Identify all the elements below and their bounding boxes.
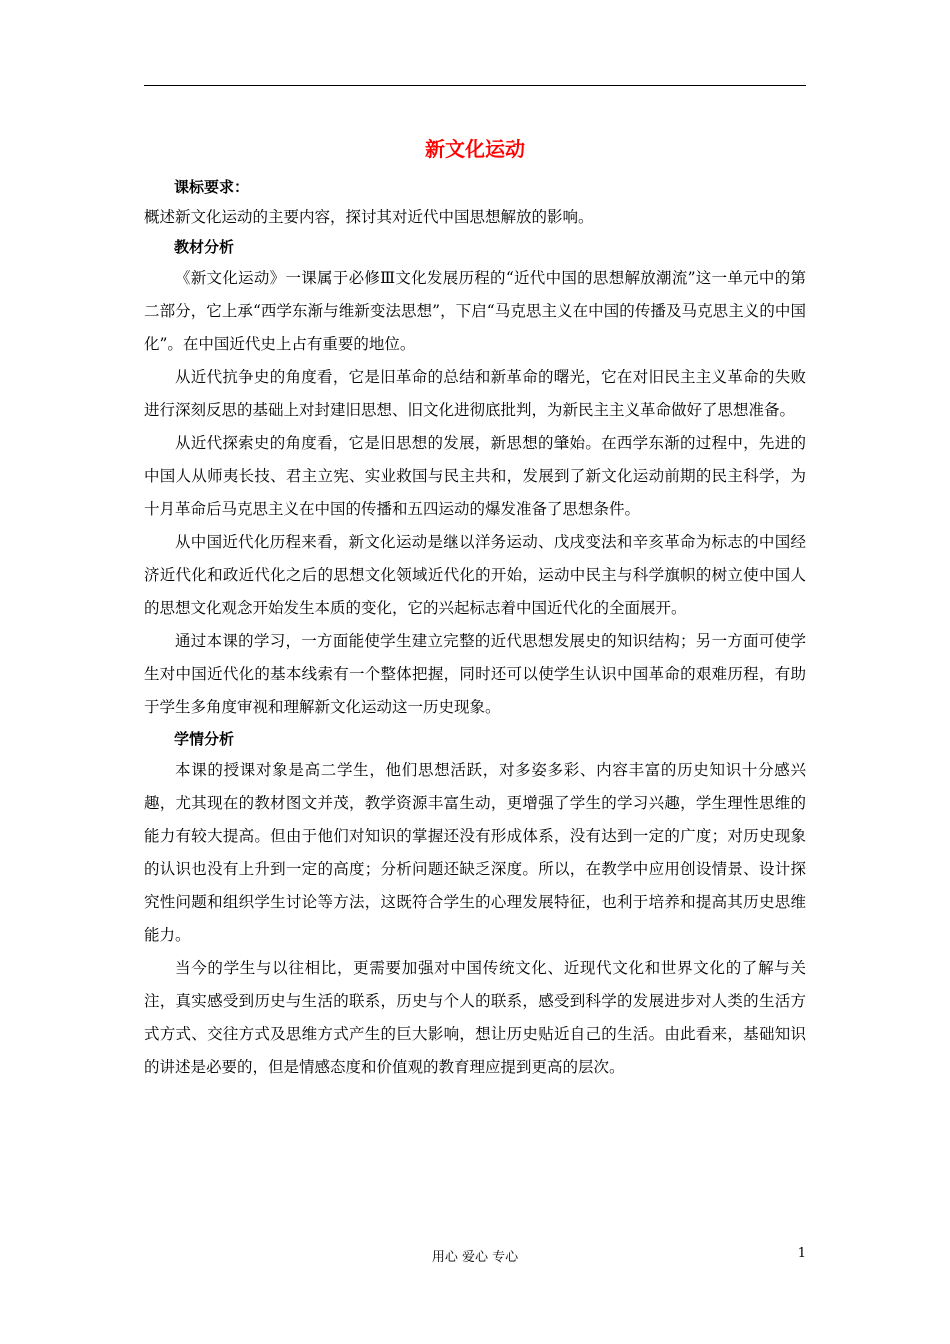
students-paragraph: 本课的授课对象是高二学生，他们思想活跃，对多姿多彩、内容丰富的历史知识十分感兴趣，尤其现在的教材图文并茂，教学资源丰富生动，更增强了学生的学习兴趣，学生理性思维的能力有较大提高。但由于他们对知识的掌握还没有形成体系，没有达到一定的广度；对历史现象的认识也没有上升到一定的高度；分析问题还缺乏深度。所以，在教学中应用创设情景、设计探究性问题和组织学生讨论等方法，这既符合学生的心理发展特征，也利于培养和提高其历史思维能力。	[144, 761, 806, 944]
header-rule	[144, 85, 806, 86]
students-paragraph: 当今的学生与以往相比，更需要加强对中国传统文化、近现代文化和世界文化的了解与关注，真实感受到历史与生活的联系，历史与个人的联系，感受到科学的发展进步对人类的生活方式方式、交往方式及思维方式产生的巨大影响，想让历史贴近自己的生活。由此看来，基础知识的讲述是必要的，但是情感态度和价值观的教育理应提到更高的层次。	[144, 959, 806, 1076]
document-body	[144, 172, 806, 1084]
page-footer	[0, 1246, 950, 1270]
footer-motto: 用心 爱心 专心	[431, 1250, 519, 1265]
material-paragraph: 《新文化运动》一课属于必修Ⅲ文化发展历程的“近代中国的思想解放潮流”这一单元中的第二部分，它上承“西学东渐与维新变法思想”，下启“马克思主义在中国的传播及马克思主义的中国化”。在中国近代史上占有重要的地位。	[144, 269, 806, 353]
page-title: 新文化运动	[425, 137, 525, 161]
material-paragraph: 从中国近代化历程来看，新文化运动是继以洋务运动、戊戌变法和辛亥革命为标志的中国经济近代化和政近代化之后的思想文化领域近代化的开始，运动中民主与科学旗帜的树立使中国人的思想文化观念开始发生本质的变化，它的兴起标志着中国近代化的全面展开。	[144, 533, 806, 617]
material-paragraph: 从近代抗争史的角度看，它是旧革命的总结和新革命的曙光，它在对旧民主主义革命的失败进行深刻反思的基础上对封建旧思想、旧文化进彻底批判，为新民主主义革命做好了思想准备。	[144, 368, 806, 419]
page-number: 1	[797, 1246, 806, 1261]
material-paragraph: 通过本课的学习，一方面能使学生建立完整的近代思想发展史的知识结构；另一方面可使学生对中国近代化的基本线索有一个整体把握，同时还可以使学生认识中国革命的艰难历程，有助于学生多角度审视和理解新文化运动这一历史现象。	[144, 632, 806, 716]
students-heading: 学情分析	[174, 730, 235, 748]
material-paragraph: 从近代探索史的角度看，它是旧思想的发展，新思想的肇始。在西学东渐的过程中，先进的中国人从师夷长技、君主立宪、实业救国与民主共和，发展到了新文化运动前期的民主科学，为十月革命后马克思主义在中国的传播和五四运动的爆发准备了思想条件。	[144, 434, 806, 518]
curriculum-text: 概述新文化运动的主要内容，探讨其对近代中国思想解放的影响。	[144, 208, 594, 226]
curriculum-heading: 课标要求：	[174, 178, 250, 196]
material-heading: 教材分析	[174, 238, 235, 256]
